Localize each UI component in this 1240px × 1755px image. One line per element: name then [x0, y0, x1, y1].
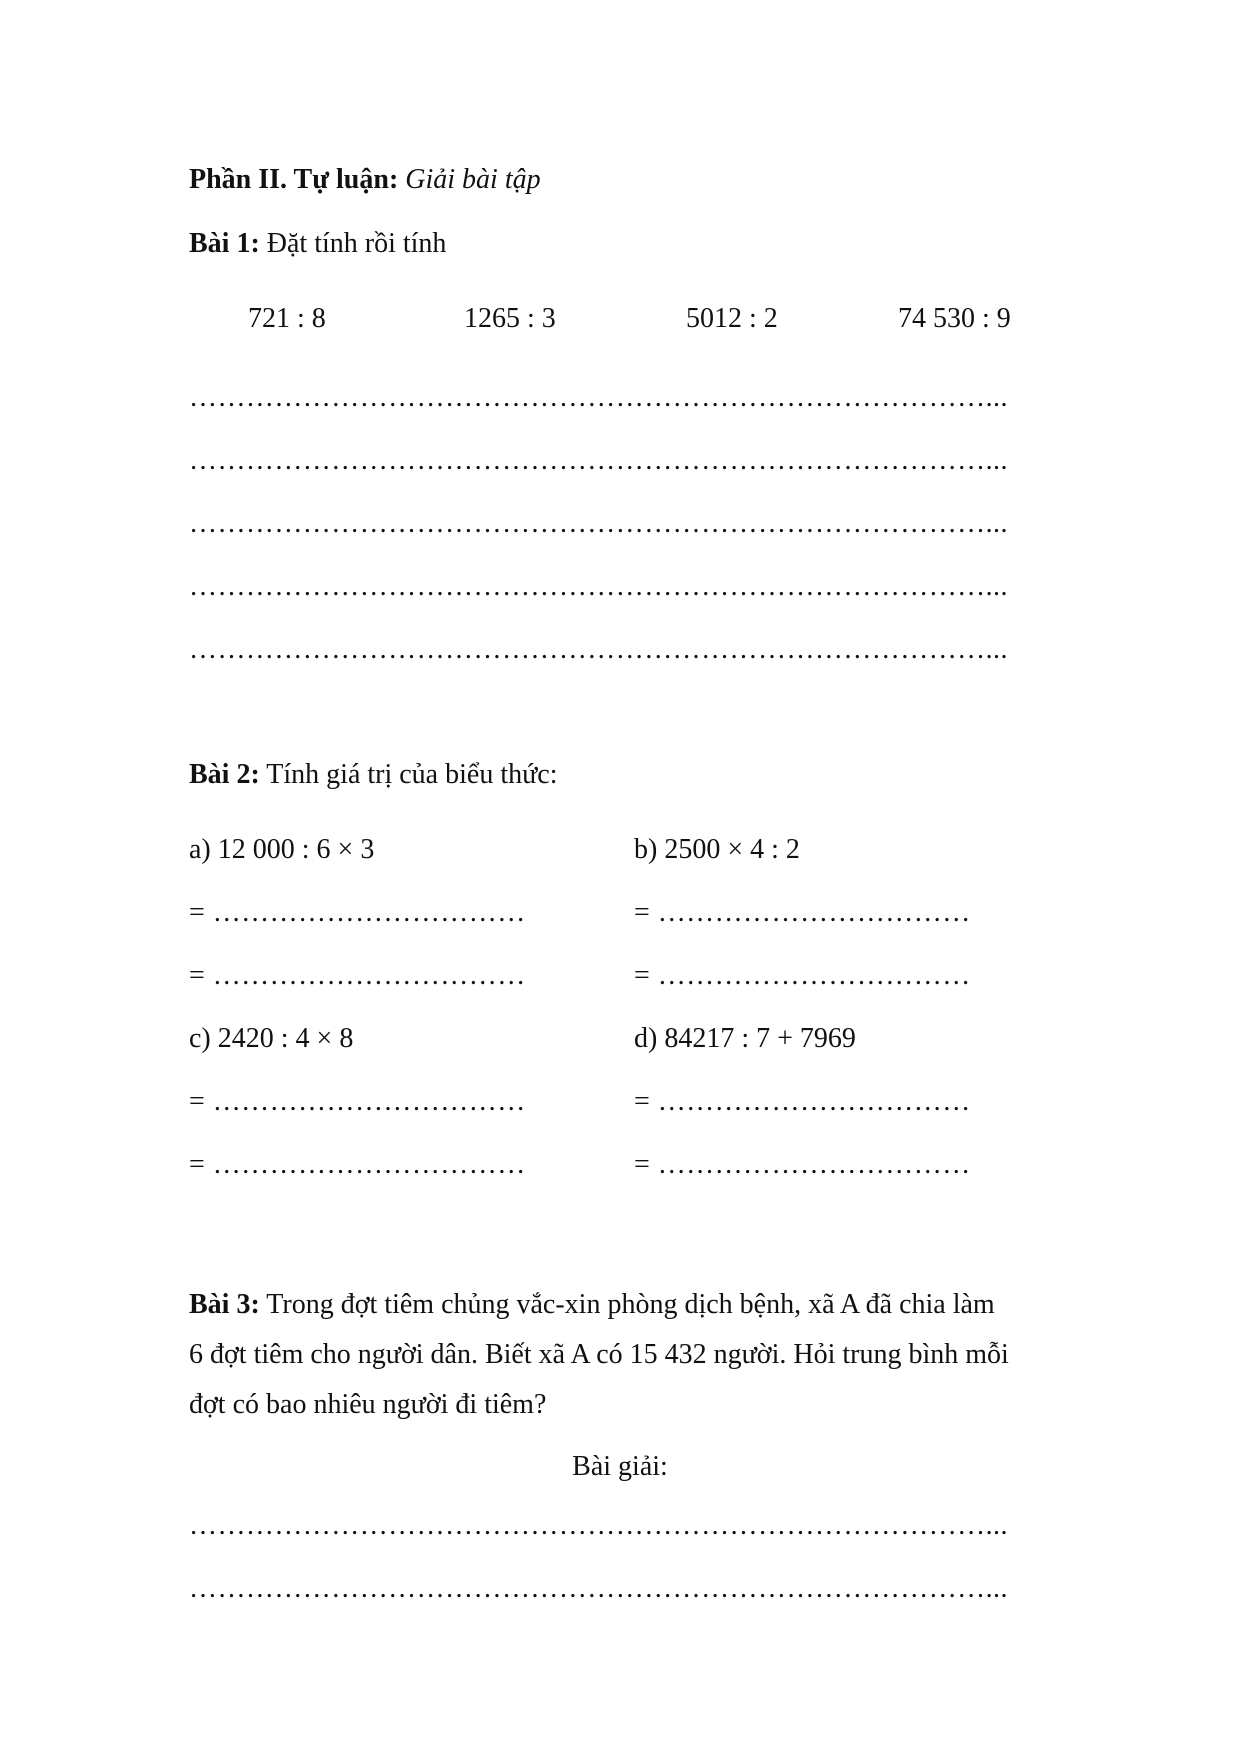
bai1-answer-line: …………………………………………………………………………...: [189, 634, 1008, 665]
bai1-calc-3: 5012 : 2: [686, 303, 778, 334]
bai3-solution-title: Bài giải:: [572, 1451, 668, 1482]
bai1-calc-1: 721 : 8: [248, 303, 326, 334]
bai2-heading: [189, 761, 557, 789]
bai3-text-1: Trong đợt tiêm chủng vắc-xin phòng dịch bệnh, xã A đã chia làm: [266, 1289, 995, 1320]
part-heading-subtitle: Giải bài tập: [405, 164, 541, 195]
part-heading-title: Phần II. Tự luận:: [189, 164, 399, 195]
bai1-calc-4: 74 530 : 9: [898, 303, 1011, 334]
bai2-d-step: = ……………………………: [634, 1086, 971, 1117]
bai2-d-step: = ……………………………: [634, 1149, 971, 1180]
bai2-c-step: = ……………………………: [189, 1086, 526, 1117]
bai2-b-step: = ……………………………: [634, 897, 971, 928]
bai1-calc-2: 1265 : 3: [464, 303, 556, 334]
bai3-line-2: 6 đợt tiêm cho người dân. Biết xã A có 15 432 người. Hỏi trung bình mỗi: [189, 1339, 1009, 1370]
bai3-line-1: [189, 1291, 995, 1319]
bai2-expr-c: c) 2420 : 4 × 8: [189, 1023, 354, 1054]
bai2-expr-b: b) 2500 × 4 : 2: [634, 834, 800, 865]
bai2-b-step: = ……………………………: [634, 960, 971, 991]
bai3-answer-line: …………………………………………………………………………...: [189, 1510, 1008, 1541]
bai2-a-step: = ……………………………: [189, 897, 526, 928]
bai3-answer-line: …………………………………………………………………………...: [189, 1573, 1008, 1604]
bai2-a-step: = ……………………………: [189, 960, 526, 991]
bai1-label: Bài 1:: [189, 228, 260, 259]
bai1-answer-line: …………………………………………………………………………...: [189, 571, 1008, 602]
bai2-c-step: = ……………………………: [189, 1149, 526, 1180]
bai2-text: Tính giá trị của biểu thức:: [266, 759, 558, 790]
bai2-expr-d: d) 84217 : 7 + 7969: [634, 1023, 856, 1054]
part-heading: [189, 166, 541, 194]
bai1-answer-line: …………………………………………………………………………...: [189, 382, 1008, 413]
bai1-answer-line: …………………………………………………………………………...: [189, 508, 1008, 539]
bai3-line-3: đợt có bao nhiêu người đi tiêm?: [189, 1389, 547, 1420]
bai1-answer-line: …………………………………………………………………………...: [189, 445, 1008, 476]
bai1-heading: [189, 230, 446, 258]
bai1-text: Đặt tính rồi tính: [266, 228, 447, 259]
bai2-label: Bài 2:: [189, 759, 260, 790]
bai2-expr-a: a) 12 000 : 6 × 3: [189, 834, 375, 865]
bai3-label: Bài 3:: [189, 1289, 260, 1320]
